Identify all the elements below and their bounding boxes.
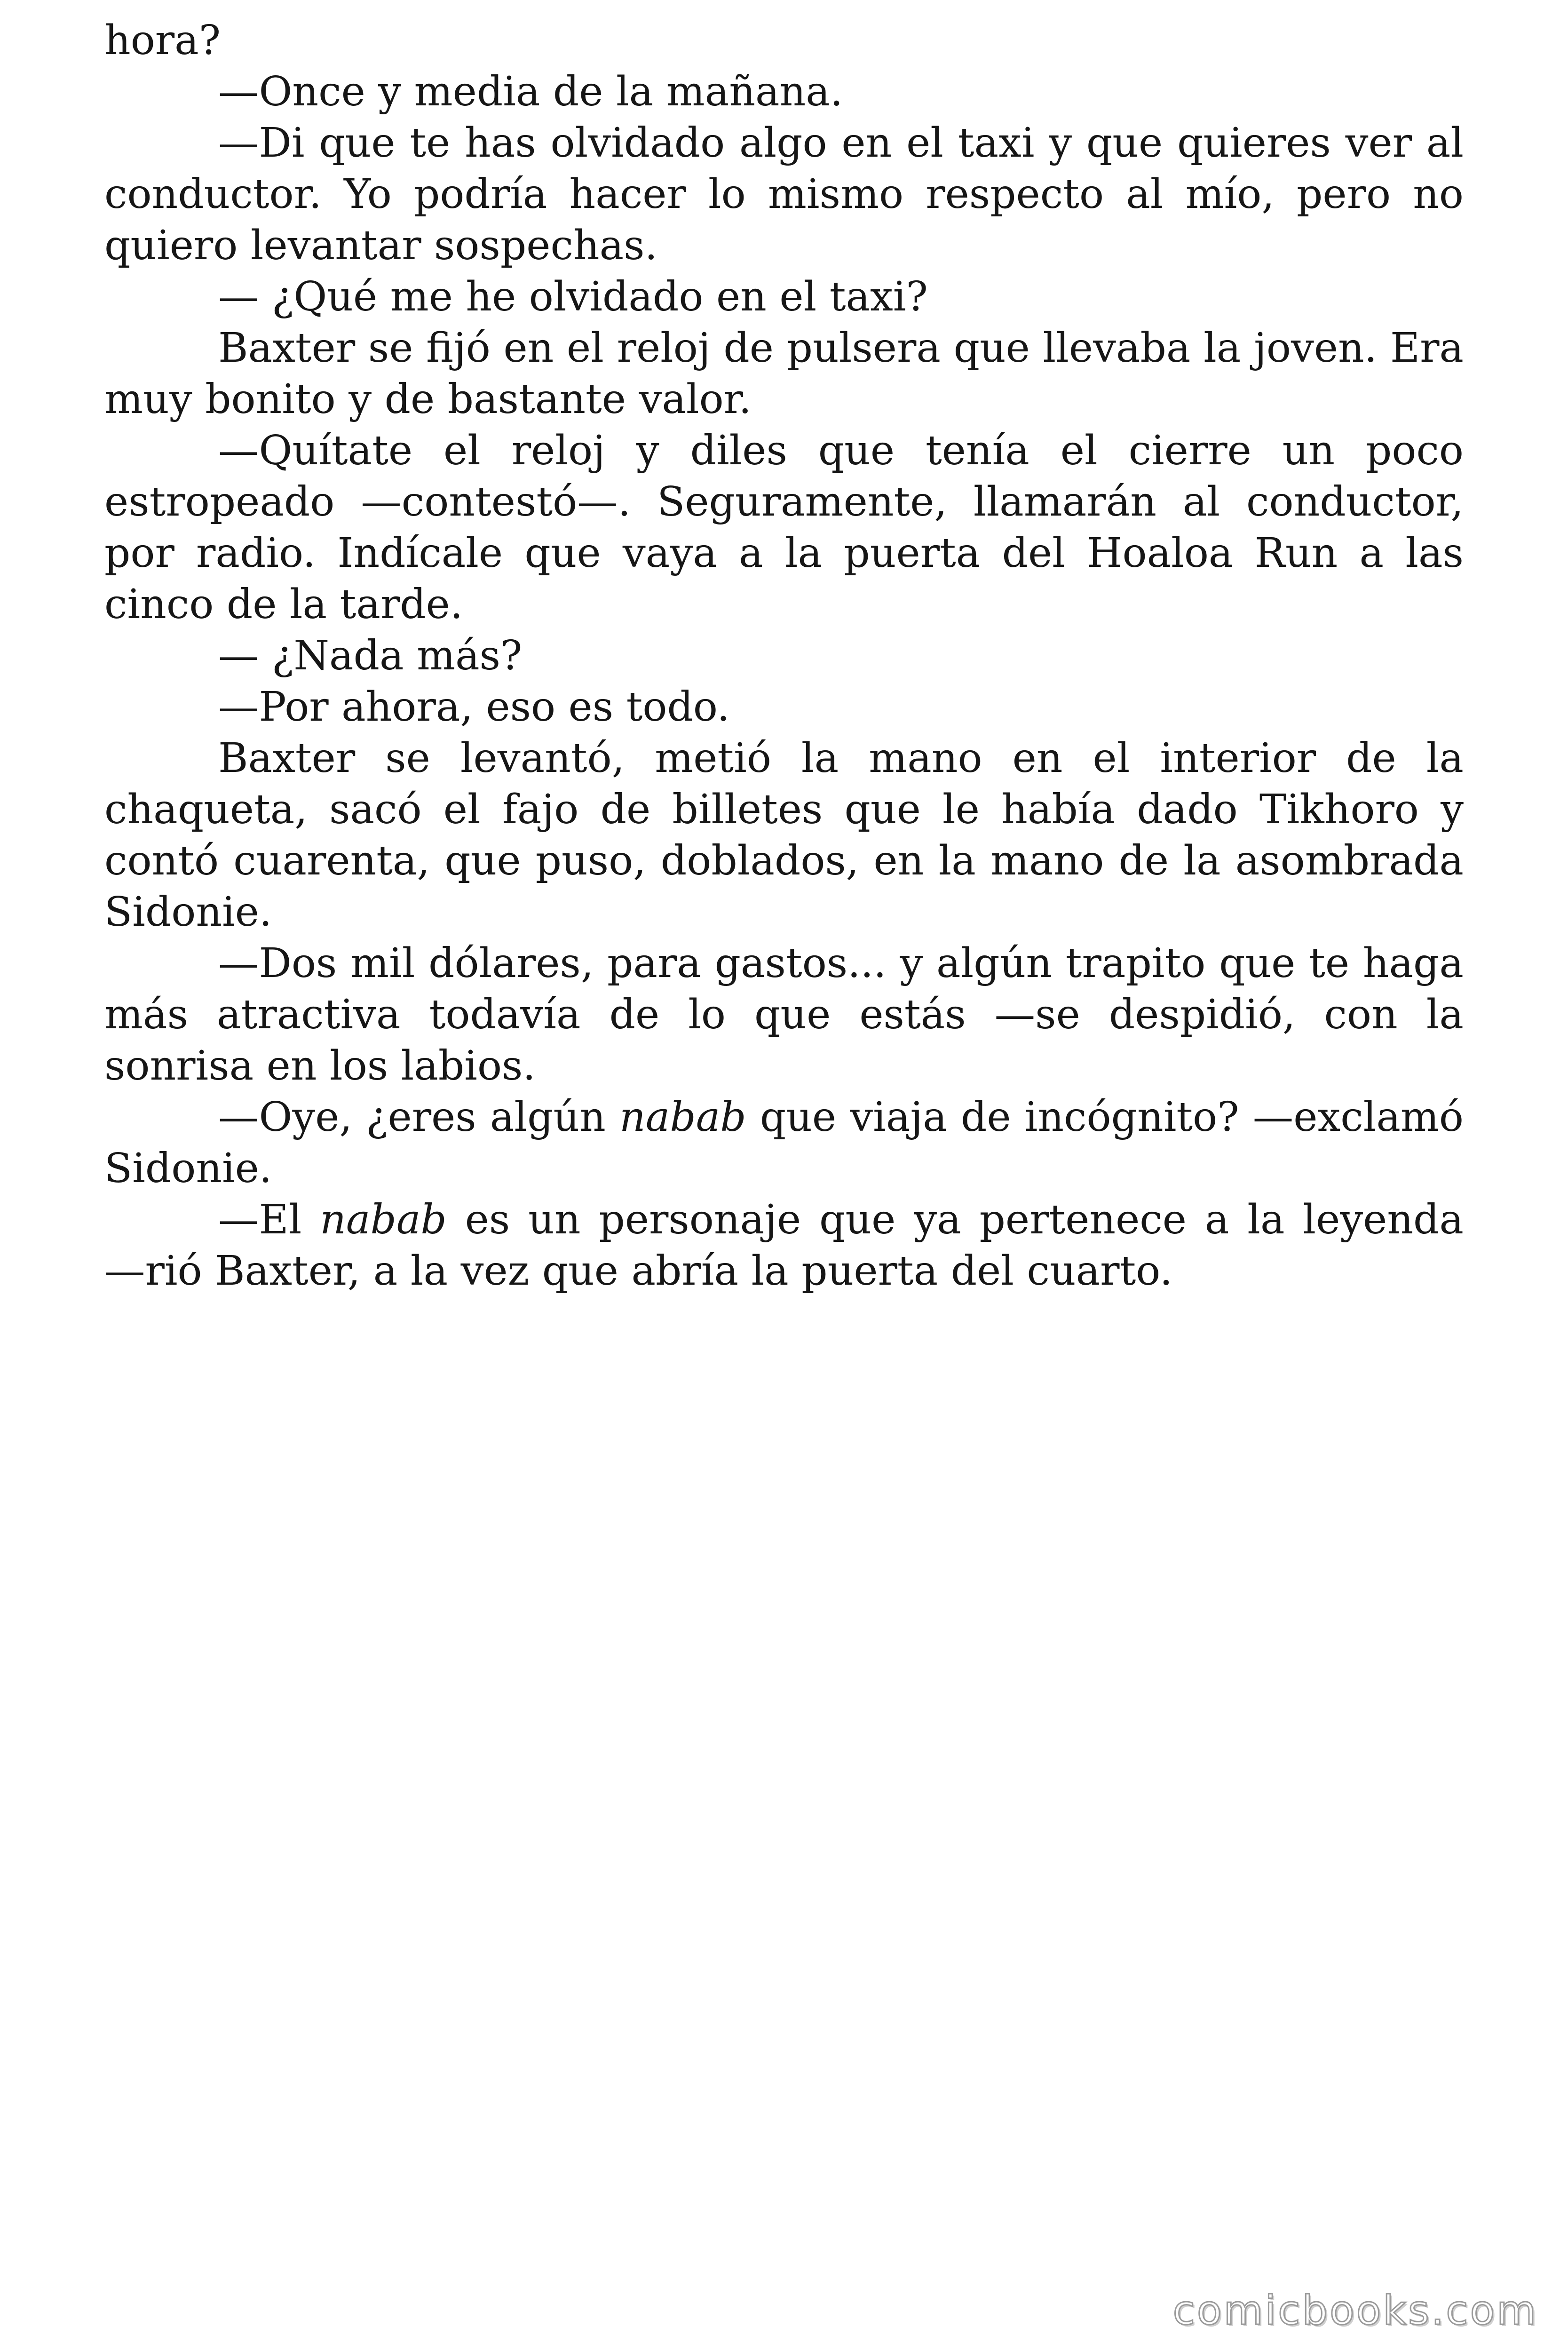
paragraph: —Oye, ¿eres algún nabab que viaja de incógnito? —exclamó Sidonie. xyxy=(104,1094,1464,1192)
paragraph: —Por ahora, eso es todo. xyxy=(218,683,730,731)
paragraph: Baxter se levantó, metió la mano en el interior de la chaqueta, sacó el fajo de billetes que le había dado Tikhoro y contó cuarenta, que puso, doblados, en la mano de la asombrada Sidonie. xyxy=(104,735,1464,936)
paragraph: — ¿Qué me he olvidado en el taxi? xyxy=(218,273,928,320)
book-page-text xyxy=(104,15,1464,1297)
paragraph: hora? xyxy=(104,17,221,64)
paragraph: Baxter se fijó en el reloj de pulsera que llevaba la joven. Era muy bonito y de bastante valor. xyxy=(104,325,1464,423)
italic-word: nabab xyxy=(619,1094,746,1141)
paragraph: —Di que te has olvidado algo en el taxi y que quieres ver al conductor. Yo podría hacer lo mismo respecto al mío, pero no quiero levantar sospechas. xyxy=(104,119,1464,269)
paragraph: —Quítate el reloj y diles que tenía el cierre un poco estropeado —contestó—. Seguramente, llamarán al conductor, por radio. Indícale que vaya a la puerta del Hoaloa Run a las cinco de la tarde. xyxy=(104,427,1464,628)
paragraph: —El nabab es un personaje que ya pertenece a la leyenda —rió Baxter, a la vez que abría la puerta del cuarto. xyxy=(104,1196,1464,1295)
watermark: comicbooks.com xyxy=(1172,2287,1538,2334)
paragraph: — ¿Nada más? xyxy=(218,632,523,679)
paragraph: —Once y media de la mañana. xyxy=(218,68,843,115)
paragraph: —Dos mil dólares, para gastos... y algún trapito que te haga más atractiva todavía de lo que estás —se despidió, con la sonrisa en los labios. xyxy=(104,940,1464,1089)
italic-word: nabab xyxy=(320,1196,447,1243)
